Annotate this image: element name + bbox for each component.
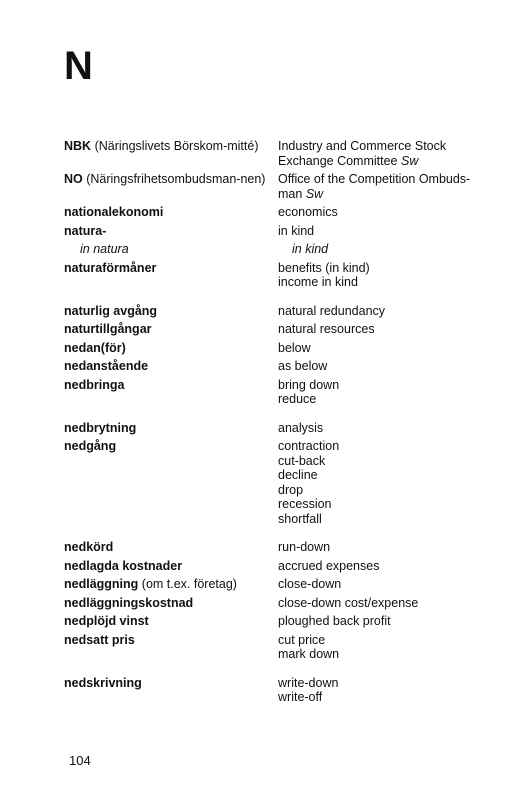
translation: decline xyxy=(278,468,318,482)
language-tag: Sw xyxy=(401,153,419,168)
entry-translations xyxy=(278,304,508,319)
term-note: (Näringsfrihetsombudsman-nen) xyxy=(82,172,266,186)
section-letter: N xyxy=(64,44,93,88)
translation: mark down xyxy=(278,647,340,661)
entry-term xyxy=(64,559,278,574)
entry-term xyxy=(64,261,278,276)
entry-term xyxy=(64,378,278,393)
entry-nedplojd-vinst xyxy=(64,614,514,629)
entry-nedanstaende xyxy=(64,359,514,374)
entry-nedgang xyxy=(64,439,514,526)
translation: below xyxy=(278,340,311,355)
entry-in-natura xyxy=(64,242,514,257)
term-word: nationalekonomi xyxy=(64,205,164,219)
entry-no xyxy=(64,172,514,201)
term-word: nedplöjd vinst xyxy=(64,614,149,628)
entry-nedskrivning xyxy=(64,676,514,705)
entry-translations xyxy=(278,261,508,290)
translation: reduce xyxy=(278,392,317,406)
entry-nedsatt-pris xyxy=(64,633,514,662)
term-word: naturtillgångar xyxy=(64,322,152,336)
term-note: (Näringslivets Börskom-mitté) xyxy=(91,139,259,153)
translation-text: man xyxy=(278,186,303,201)
term-phrase: in natura xyxy=(80,242,129,256)
entry-nbk xyxy=(64,139,514,168)
entry-translations xyxy=(278,614,508,629)
translation: Office of the Competition Ombuds- xyxy=(278,172,471,186)
entry-nedlagda-kostnader xyxy=(64,559,514,574)
entry-nedlaggningskostnad xyxy=(64,596,514,611)
term-word: nedläggningskostnad xyxy=(64,595,194,610)
entry-nedlaggning xyxy=(64,577,514,592)
entry-term xyxy=(64,304,278,319)
translation: in kind xyxy=(292,242,329,256)
entry-term xyxy=(64,242,278,257)
entry-translations xyxy=(278,421,508,436)
entry-translations xyxy=(278,139,508,168)
entry-translations xyxy=(278,378,508,407)
entry-translations xyxy=(278,341,508,356)
term-word: nedanstående xyxy=(64,359,149,373)
translation: write-down xyxy=(278,675,339,690)
term-word: nedkörd xyxy=(64,540,114,554)
term-word: naturaförmåner xyxy=(64,260,157,275)
translation: benefits (in kind) xyxy=(278,260,370,275)
entry-term xyxy=(64,172,278,187)
translation: close-down xyxy=(278,577,342,591)
entry-term xyxy=(64,540,278,555)
translation: ploughed back profit xyxy=(278,614,391,628)
entry-term xyxy=(64,224,278,239)
translation: as below xyxy=(278,359,328,373)
entry-term xyxy=(64,322,278,337)
term-word: nedsatt pris xyxy=(64,632,135,647)
entry-nedbringa xyxy=(64,378,514,407)
translation: accrued expenses xyxy=(278,558,380,573)
translation xyxy=(278,154,508,169)
term-word: naturlig avgång xyxy=(64,303,158,318)
translation: analysis xyxy=(278,420,324,435)
entry-term xyxy=(64,614,278,629)
term-word: natura- xyxy=(64,223,107,238)
entry-nedan-for xyxy=(64,341,514,356)
entry-naturlig-avgang xyxy=(64,304,514,319)
translation: economics xyxy=(278,205,338,219)
entry-term xyxy=(64,205,278,220)
translation: close-down cost/expense xyxy=(278,595,419,610)
entry-term xyxy=(64,633,278,648)
translation: natural resources xyxy=(278,322,375,336)
entry-list xyxy=(64,139,514,709)
translation xyxy=(278,187,508,202)
term-word: nedbringa xyxy=(64,377,125,392)
translation: cut-back xyxy=(278,453,326,468)
entry-term xyxy=(64,421,278,436)
translation: drop xyxy=(278,482,304,497)
term-word: nedskrivning xyxy=(64,675,142,690)
translation: bring down xyxy=(278,377,340,392)
entry-term xyxy=(64,439,278,454)
translation: natural redundancy xyxy=(278,303,386,318)
page-number: 104 xyxy=(69,753,91,768)
translation: run-down xyxy=(278,540,331,554)
entry-translations xyxy=(278,559,508,574)
entry-nedbrytning xyxy=(64,421,514,436)
entry-translations xyxy=(278,676,508,705)
translation: shortfall xyxy=(278,511,322,526)
translation: recession xyxy=(278,497,332,511)
entry-translations xyxy=(278,439,508,526)
term-note: (om t.ex. företag) xyxy=(138,577,237,591)
entry-term xyxy=(64,596,278,611)
entry-naturaformaner xyxy=(64,261,514,290)
entry-term xyxy=(64,577,278,592)
translation-text: Exchange Committee xyxy=(278,153,398,168)
translation: contraction xyxy=(278,439,340,453)
translation: write-off xyxy=(278,690,323,704)
entry-term xyxy=(64,341,278,356)
entry-translations xyxy=(278,577,508,592)
term-word: nedläggning xyxy=(64,577,139,591)
entry-term xyxy=(64,676,278,691)
entry-term xyxy=(64,139,278,154)
entry-translations xyxy=(278,242,508,257)
entry-translations xyxy=(278,596,508,611)
entry-translations xyxy=(278,540,508,555)
entry-naturtillgangar xyxy=(64,322,514,337)
entry-translations xyxy=(278,633,508,662)
entry-translations xyxy=(278,322,508,337)
entry-nedkord xyxy=(64,540,514,555)
term-word: nedbrytning xyxy=(64,420,137,435)
entry-translations xyxy=(278,224,508,239)
translation: Industry and Commerce Stock xyxy=(278,139,447,153)
term-word: nedlagda kostnader xyxy=(64,558,183,573)
language-tag: Sw xyxy=(305,186,324,201)
entry-natura xyxy=(64,224,514,239)
translation: income in kind xyxy=(278,275,358,289)
entry-nationalekonomi xyxy=(64,205,514,220)
term-word: nedan(för) xyxy=(64,340,126,355)
term-word: nedgång xyxy=(64,439,117,453)
entry-translations xyxy=(278,172,508,201)
entry-translations xyxy=(278,205,508,220)
term-word: NBK xyxy=(64,139,92,153)
entry-term xyxy=(64,359,278,374)
entry-translations xyxy=(278,359,508,374)
translation: in kind xyxy=(278,223,315,238)
term-word: NO xyxy=(64,172,83,186)
translation: cut price xyxy=(278,632,326,647)
